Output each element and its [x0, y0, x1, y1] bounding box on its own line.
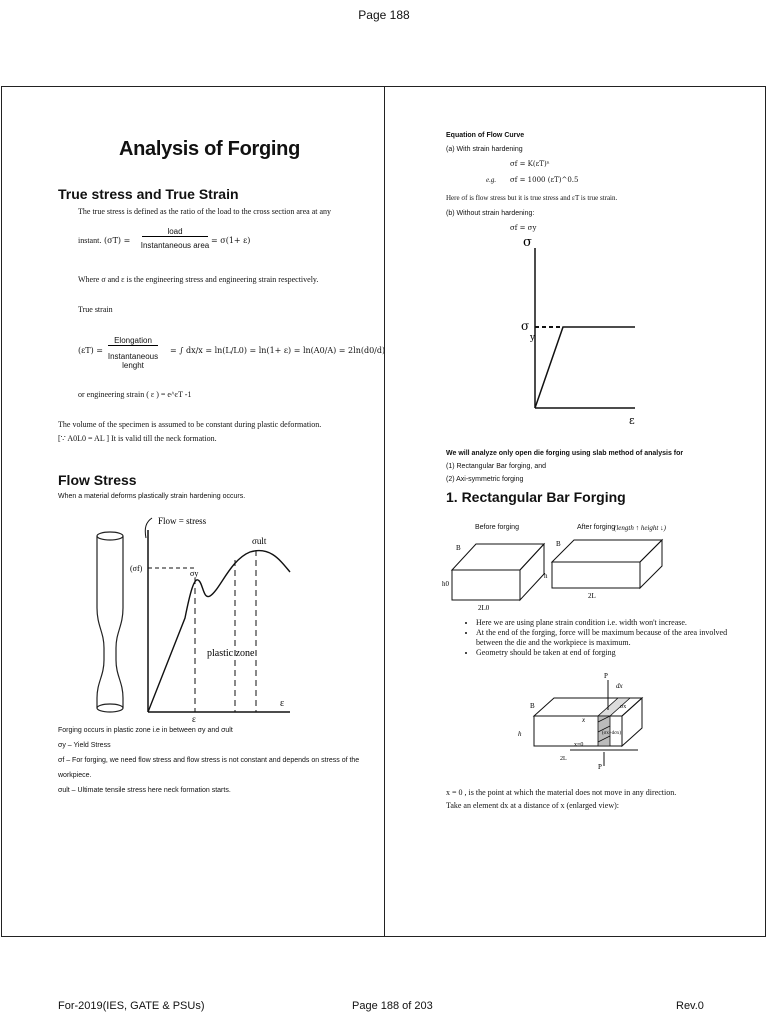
- element-figure: [512, 670, 652, 770]
- eq1-numerator: load: [142, 227, 208, 237]
- before-block: [452, 544, 544, 600]
- ult-label: σult: [252, 536, 267, 546]
- stress-strain-figure: [90, 508, 300, 724]
- with-strain-hardening: (a) With strain hardening: [446, 146, 523, 153]
- true-stress-def: The true stress is defined as the ratio of the load to the cross section area at any: [78, 207, 332, 216]
- bar-blocks-figure: [440, 532, 670, 612]
- eq1-denominator: Instantaneous area: [140, 241, 210, 250]
- column-divider: [384, 86, 385, 937]
- page-number-header: Page 188: [358, 8, 410, 22]
- after-h-label: h: [544, 572, 548, 580]
- perfectly-plastic-graph: [505, 230, 665, 430]
- slab-item-2: (2) Axi-symmetric forging: [446, 476, 524, 483]
- eq2-numerator: Elongation: [108, 336, 158, 346]
- bullet-item: • Geometry should be taken at end of forging: [476, 648, 752, 658]
- true-strain-label: True strain: [78, 305, 113, 314]
- x0-note: x = 0 , is the point at which the material does not move in any direction.: [446, 788, 677, 797]
- eq1-rhs: = σ(1+ ε): [211, 236, 251, 245]
- bullet-list: [462, 618, 752, 658]
- after-b-label: B: [556, 540, 561, 548]
- fig2-sxd-label: (σx+dσx): [602, 731, 622, 736]
- eps-axis-label: ε: [280, 698, 285, 709]
- flow-stress-intro: When a material deforms plastically strain hardening occurs.: [58, 493, 246, 500]
- fig2-p2-label: P: [598, 763, 602, 770]
- eq1-lhs: (σT) =: [104, 236, 131, 245]
- note-ult: σult – Ultimate tensile stress here neck formation starts.: [58, 787, 231, 794]
- before-b-label: B: [456, 544, 461, 552]
- graph-curve: [535, 327, 635, 408]
- volume-text-2: [∵ A0L0 = AL ] It is valid till the neck formation.: [58, 434, 217, 443]
- eg-label: e.g.: [486, 176, 497, 184]
- fig2-l-label: 2L: [560, 756, 567, 762]
- eq2-lhs: (εT) =: [78, 346, 103, 355]
- fig2-x0-label: x=0: [574, 742, 584, 748]
- eps-bottom-label: ε: [192, 714, 196, 724]
- eq2-denominator: Instantaneous lenght: [107, 352, 159, 370]
- true-stress-heading: True stress and True Strain: [58, 186, 239, 202]
- after-forging-note: (length ↑ height ↓): [614, 524, 666, 532]
- after-l-label: 2L: [588, 592, 596, 600]
- flow-eq-eg: σf = 1000 (εT)^0.5: [510, 176, 579, 184]
- yield-label: σy: [190, 569, 199, 578]
- element-note: Take an element dx at a distance of x (enlarged view):: [446, 801, 619, 810]
- graph-sigma-label: σ: [523, 235, 532, 250]
- flow-curve-heading: Equation of Flow Curve: [446, 132, 525, 139]
- slab-item-1: (1) Rectangular Bar forging, and: [446, 463, 546, 470]
- note-forging-zone: Forging occurs in plastic zone i.e in between σy and σult: [58, 727, 233, 734]
- fig2-dx-label: dx: [616, 682, 623, 690]
- engineering-strain: or engineering strain ( ε ) = e^εT -1: [78, 390, 192, 399]
- bullet-item: • Here we are using plane strain condition i.e. width won't increase.: [476, 618, 752, 628]
- after-forging-label: After forging: [577, 524, 616, 531]
- plastic-zone-label: plastic zone: [207, 648, 255, 659]
- rect-bar-heading: 1. Rectangular Bar Forging: [446, 489, 626, 505]
- footer-left: For-2019(IES, GATE & PSUs): [58, 1000, 205, 1012]
- graph-eps-label: ε: [629, 414, 635, 427]
- bullet-item: • At the end of the forging, force will be maximum because of the area involved between the die and the workpiece is maximum.: [476, 628, 752, 648]
- before-l0-label: 2L0: [478, 604, 490, 612]
- fig2-sx-label: σx: [620, 704, 627, 710]
- after-block: [552, 540, 662, 588]
- fig2-x-label: x: [582, 716, 586, 724]
- flow-curve: [148, 551, 290, 712]
- flow-stress-heading: Flow Stress: [58, 472, 137, 488]
- without-strain-hardening: (b) Without strain hardening:: [446, 210, 535, 217]
- graph-y-sub: y: [530, 333, 536, 343]
- before-forging-label: Before forging: [475, 524, 519, 531]
- footer-page: Page 188 of 203: [352, 1000, 433, 1012]
- note-yield: σy – Yield Stress: [58, 742, 111, 749]
- graph-sigma-y-label: σ: [521, 319, 530, 333]
- flow-eq-y: σf = σy: [510, 224, 537, 232]
- fig2-h-label: h: [518, 730, 522, 738]
- note-flow-2: workpiece.: [58, 772, 92, 779]
- here-text: Here σf is flow stress but it is true stress and εT is true strain.: [446, 194, 618, 202]
- fig2-p-label: P: [604, 672, 608, 680]
- where-text: Where σ and ε is the engineering stress and engineering strain respectively.: [78, 275, 319, 284]
- slab-method-note: We will analyze only open die forging using slab method of analysis for: [446, 450, 684, 457]
- footer-rev: Rev.0: [676, 1000, 704, 1012]
- fig2-b-label: B: [530, 702, 535, 710]
- flow-label: Flow = stress: [158, 516, 207, 526]
- sf-label: (σf): [130, 564, 143, 573]
- flow-eq-k: σf = K(εT)ⁿ: [510, 160, 550, 168]
- page-title: Analysis of Forging: [119, 138, 300, 160]
- specimen-icon: [97, 532, 123, 712]
- note-flow: σf – For forging, we need flow stress and flow stress is not constant and depends on stress of the: [58, 757, 360, 764]
- volume-text: The volume of the specimen is assumed to be constant during plastic deformation.: [58, 420, 322, 429]
- before-h0-label: h0: [442, 580, 449, 588]
- eq2-rhs: = ∫ dx/x = ln(L/L0) = ln(1+ ε) = ln(A0/A) = 2ln(d0/d): [170, 346, 386, 355]
- eq1-instant: instant.: [78, 236, 102, 245]
